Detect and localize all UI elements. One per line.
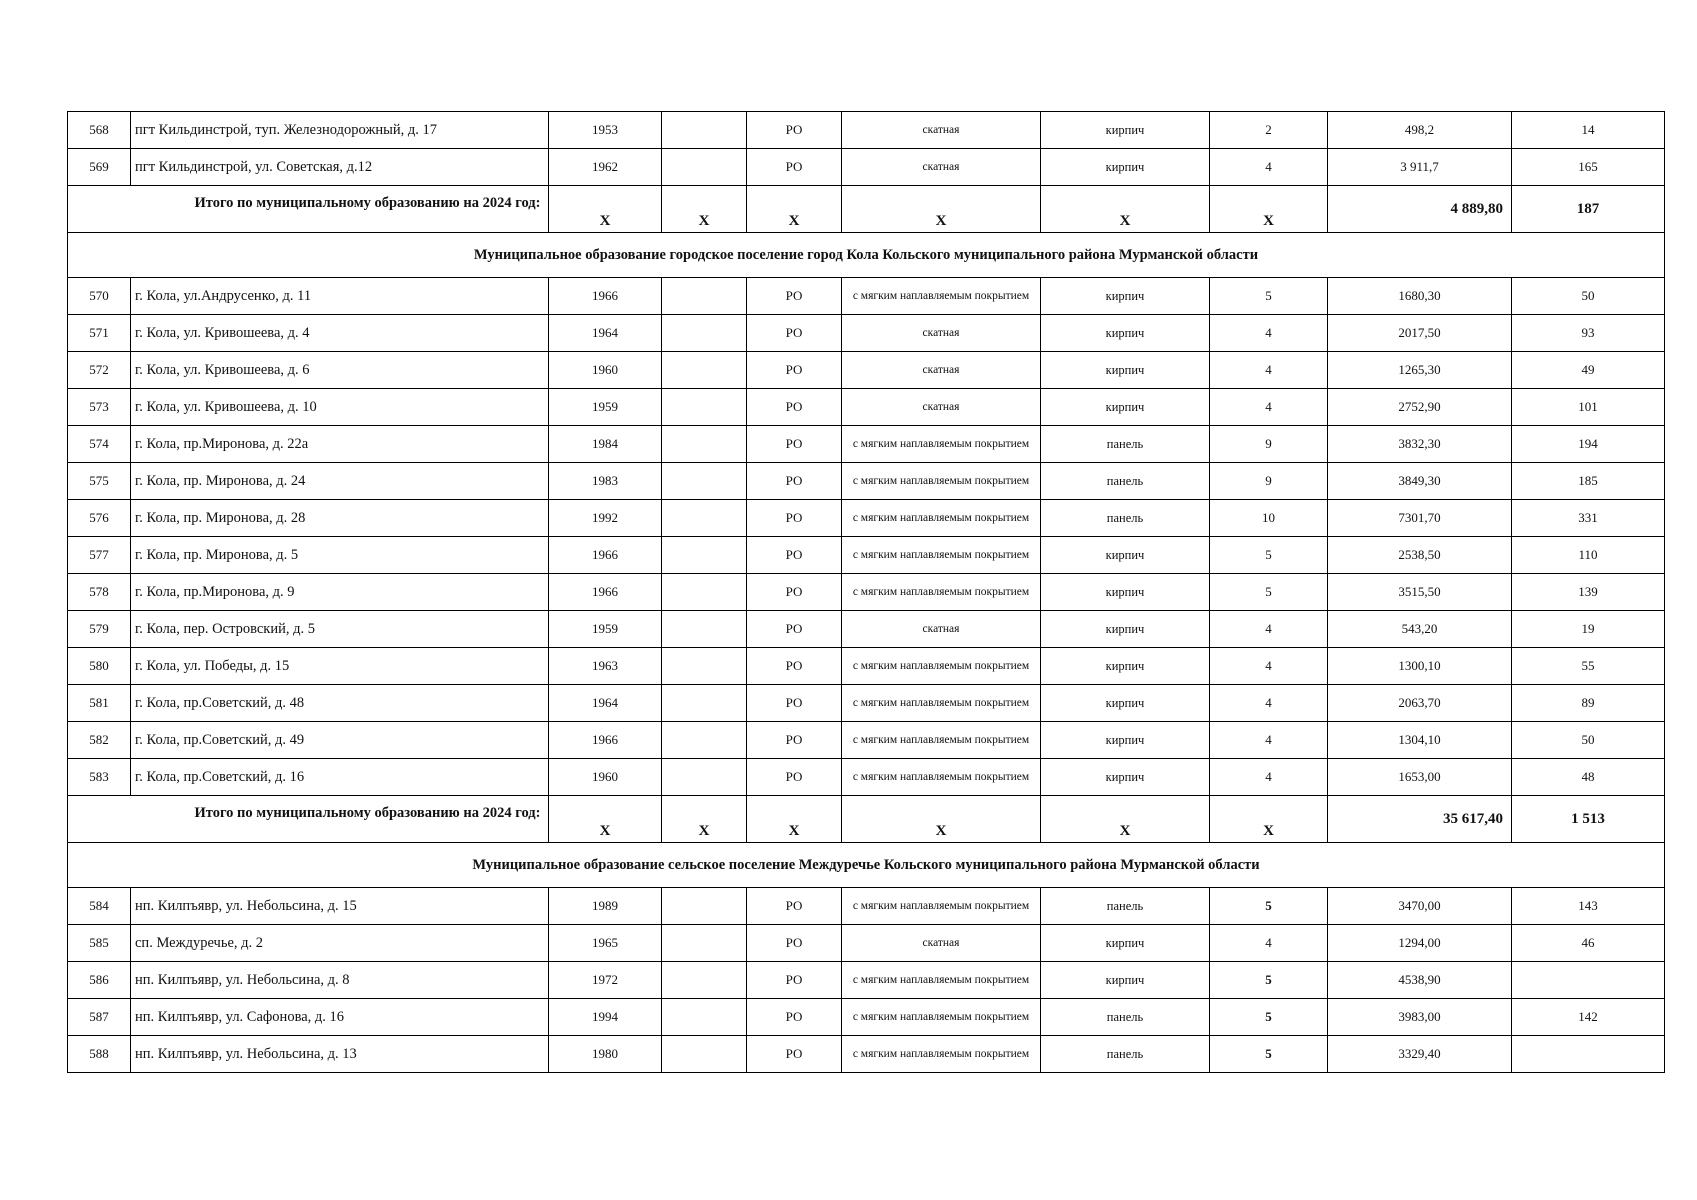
empty-cell — [662, 426, 747, 463]
total-area: 4 889,80 — [1328, 186, 1512, 233]
floors-cell: 4 — [1210, 722, 1328, 759]
roof-type-cell: скатная — [842, 389, 1041, 426]
table-row — [68, 574, 1665, 611]
wall-material-cell: кирпич — [1041, 925, 1210, 962]
table-row — [68, 685, 1665, 722]
address-cell: г. Кола, ул. Кривошеева, д. 6 — [131, 352, 549, 389]
section-title: Муниципальное образование городское поселение город Кола Кольского муниципального района Мурманской области — [68, 233, 1665, 278]
wall-material-cell: кирпич — [1041, 389, 1210, 426]
area-cell: 1680,30 — [1328, 278, 1512, 315]
area-cell: 498,2 — [1328, 112, 1512, 149]
residents-cell: 101 — [1512, 389, 1665, 426]
wall-material-cell: кирпич — [1041, 611, 1210, 648]
program-cell: РО — [747, 389, 842, 426]
wall-material-cell: панель — [1041, 888, 1210, 925]
empty-cell — [662, 685, 747, 722]
wall-material-cell: кирпич — [1041, 759, 1210, 796]
program-cell: РО — [747, 888, 842, 925]
total-residents: 1 513 — [1512, 796, 1665, 843]
area-cell: 3983,00 — [1328, 999, 1512, 1036]
row-number: 575 — [68, 463, 131, 500]
floors-cell: 4 — [1210, 925, 1328, 962]
floors-cell: 9 — [1210, 426, 1328, 463]
residents-cell: 110 — [1512, 537, 1665, 574]
area-cell: 3 911,7 — [1328, 149, 1512, 186]
floors-cell: 5 — [1210, 962, 1328, 999]
wall-material-cell: панель — [1041, 426, 1210, 463]
program-cell: РО — [747, 925, 842, 962]
roof-type-cell: с мягким наплавляемым покрытием — [842, 999, 1041, 1036]
row-number: 582 — [68, 722, 131, 759]
area-cell: 1265,30 — [1328, 352, 1512, 389]
year-cell: 1972 — [549, 962, 662, 999]
floors-cell: 4 — [1210, 611, 1328, 648]
floors-cell: 5 — [1210, 537, 1328, 574]
row-number: 570 — [68, 278, 131, 315]
total-residents: 187 — [1512, 186, 1665, 233]
address-cell: г. Кола, ул. Победы, д. 15 — [131, 648, 549, 685]
total-x-mark: Х — [662, 186, 747, 233]
wall-material-cell: панель — [1041, 463, 1210, 500]
row-number: 569 — [68, 149, 131, 186]
empty-cell — [662, 925, 747, 962]
address-cell: пгт Кильдинстрой, туп. Железнодорожный, д. 17 — [131, 112, 549, 149]
row-number: 576 — [68, 500, 131, 537]
program-cell: РО — [747, 611, 842, 648]
year-cell: 1960 — [549, 352, 662, 389]
roof-type-cell: с мягким наплавляемым покрытием — [842, 278, 1041, 315]
empty-cell — [662, 1036, 747, 1073]
empty-cell — [662, 463, 747, 500]
total-x-mark: Х — [747, 186, 842, 233]
program-cell: РО — [747, 648, 842, 685]
total-x-mark: Х — [1210, 186, 1328, 233]
floors-cell: 5 — [1210, 278, 1328, 315]
row-number: 581 — [68, 685, 131, 722]
floors-cell: 4 — [1210, 759, 1328, 796]
row-number: 586 — [68, 962, 131, 999]
roof-type-cell: скатная — [842, 315, 1041, 352]
wall-material-cell: кирпич — [1041, 574, 1210, 611]
housing-register-table — [67, 111, 1665, 1073]
table-row — [68, 999, 1665, 1036]
residents-cell — [1512, 1036, 1665, 1073]
total-area: 35 617,40 — [1328, 796, 1512, 843]
residents-cell: 50 — [1512, 722, 1665, 759]
table-row — [68, 278, 1665, 315]
floors-cell: 4 — [1210, 389, 1328, 426]
program-cell: РО — [747, 315, 842, 352]
year-cell: 1963 — [549, 648, 662, 685]
roof-type-cell: с мягким наплавляемым покрытием — [842, 537, 1041, 574]
total-label: Итого по муниципальному образованию на 2024 год: — [131, 186, 549, 233]
year-cell: 1994 — [549, 999, 662, 1036]
address-cell: нп. Килпъявр, ул. Небольсина, д. 13 — [131, 1036, 549, 1073]
row-number: 578 — [68, 574, 131, 611]
address-cell: г. Кола, пр. Миронова, д. 24 — [131, 463, 549, 500]
total-row — [68, 796, 1665, 843]
residents-cell: 331 — [1512, 500, 1665, 537]
address-cell: нп. Килпъявр, ул. Небольсина, д. 15 — [131, 888, 549, 925]
empty-cell — [662, 611, 747, 648]
wall-material-cell: кирпич — [1041, 278, 1210, 315]
program-cell: РО — [747, 500, 842, 537]
residents-cell: 50 — [1512, 278, 1665, 315]
empty-cell — [662, 315, 747, 352]
table-row — [68, 315, 1665, 352]
address-cell: г. Кола, пр.Советский, д. 49 — [131, 722, 549, 759]
year-cell: 1984 — [549, 426, 662, 463]
residents-cell: 139 — [1512, 574, 1665, 611]
row-number: 568 — [68, 112, 131, 149]
program-cell: РО — [747, 463, 842, 500]
empty-cell — [662, 722, 747, 759]
section-title: Муниципальное образование сельское поселение Междуречье Кольского муниципального района Мурманской области — [68, 843, 1665, 888]
floors-cell: 5 — [1210, 999, 1328, 1036]
empty-cell — [662, 112, 747, 149]
row-number: 577 — [68, 537, 131, 574]
area-cell: 3832,30 — [1328, 426, 1512, 463]
area-cell: 3329,40 — [1328, 1036, 1512, 1073]
year-cell: 1959 — [549, 389, 662, 426]
residents-cell: 48 — [1512, 759, 1665, 796]
row-number: 583 — [68, 759, 131, 796]
floors-cell: 10 — [1210, 500, 1328, 537]
wall-material-cell: кирпич — [1041, 962, 1210, 999]
wall-material-cell: панель — [1041, 500, 1210, 537]
wall-material-cell: кирпич — [1041, 685, 1210, 722]
total-row — [68, 186, 1665, 233]
year-cell: 1953 — [549, 112, 662, 149]
roof-type-cell: с мягким наплавляемым покрытием — [842, 759, 1041, 796]
roof-type-cell: с мягким наплавляемым покрытием — [842, 574, 1041, 611]
row-number: 585 — [68, 925, 131, 962]
table-row — [68, 149, 1665, 186]
year-cell: 1983 — [549, 463, 662, 500]
residents-cell: 185 — [1512, 463, 1665, 500]
table-row — [68, 611, 1665, 648]
address-cell: нп. Килпъявр, ул. Небольсина, д. 8 — [131, 962, 549, 999]
program-cell: РО — [747, 149, 842, 186]
wall-material-cell: панель — [1041, 999, 1210, 1036]
address-cell: г. Кола, пр.Миронова, д. 9 — [131, 574, 549, 611]
area-cell: 3849,30 — [1328, 463, 1512, 500]
section-header-row — [68, 843, 1665, 888]
residents-cell: 165 — [1512, 149, 1665, 186]
empty-cell — [662, 278, 747, 315]
year-cell: 1966 — [549, 278, 662, 315]
wall-material-cell: кирпич — [1041, 537, 1210, 574]
total-x-mark: Х — [842, 186, 1041, 233]
area-cell: 1300,10 — [1328, 648, 1512, 685]
total-x-mark: Х — [549, 186, 662, 233]
address-cell: г. Кола, ул.Андрусенко, д. 11 — [131, 278, 549, 315]
area-cell: 2017,50 — [1328, 315, 1512, 352]
program-cell: РО — [747, 759, 842, 796]
floors-cell: 5 — [1210, 1036, 1328, 1073]
wall-material-cell: кирпич — [1041, 112, 1210, 149]
residents-cell: 55 — [1512, 648, 1665, 685]
empty-cell — [662, 500, 747, 537]
address-cell: пгт Кильдинстрой, ул. Советская, д.12 — [131, 149, 549, 186]
program-cell: РО — [747, 278, 842, 315]
table-row — [68, 426, 1665, 463]
program-cell: РО — [747, 426, 842, 463]
floors-cell: 4 — [1210, 352, 1328, 389]
row-number: 579 — [68, 611, 131, 648]
floors-cell: 4 — [1210, 149, 1328, 186]
table-body — [68, 112, 1665, 1073]
area-cell: 2752,90 — [1328, 389, 1512, 426]
residents-cell: 89 — [1512, 685, 1665, 722]
table-row — [68, 925, 1665, 962]
program-cell: РО — [747, 112, 842, 149]
residents-cell: 14 — [1512, 112, 1665, 149]
total-spacer — [68, 186, 131, 233]
empty-cell — [662, 389, 747, 426]
total-spacer — [68, 796, 131, 843]
address-cell: г. Кола, пр. Миронова, д. 5 — [131, 537, 549, 574]
roof-type-cell: с мягким наплавляемым покрытием — [842, 685, 1041, 722]
address-cell: г. Кола, пр. Миронова, д. 28 — [131, 500, 549, 537]
total-x-mark: Х — [842, 796, 1041, 843]
residents-cell: 143 — [1512, 888, 1665, 925]
table-row — [68, 1036, 1665, 1073]
total-x-mark: Х — [747, 796, 842, 843]
wall-material-cell: кирпич — [1041, 315, 1210, 352]
residents-cell — [1512, 962, 1665, 999]
table-row — [68, 500, 1665, 537]
wall-material-cell: кирпич — [1041, 648, 1210, 685]
residents-cell: 46 — [1512, 925, 1665, 962]
roof-type-cell: скатная — [842, 149, 1041, 186]
table-row — [68, 352, 1665, 389]
roof-type-cell: скатная — [842, 112, 1041, 149]
residents-cell: 19 — [1512, 611, 1665, 648]
area-cell: 1304,10 — [1328, 722, 1512, 759]
row-number: 587 — [68, 999, 131, 1036]
row-number: 580 — [68, 648, 131, 685]
area-cell: 7301,70 — [1328, 500, 1512, 537]
empty-cell — [662, 537, 747, 574]
row-number: 584 — [68, 888, 131, 925]
year-cell: 1965 — [549, 925, 662, 962]
roof-type-cell: с мягким наплавляемым покрытием — [842, 888, 1041, 925]
year-cell: 1966 — [549, 574, 662, 611]
roof-type-cell: скатная — [842, 925, 1041, 962]
row-number: 588 — [68, 1036, 131, 1073]
year-cell: 1964 — [549, 685, 662, 722]
empty-cell — [662, 574, 747, 611]
floors-cell: 4 — [1210, 315, 1328, 352]
roof-type-cell: с мягким наплавляемым покрытием — [842, 463, 1041, 500]
roof-type-cell: скатная — [842, 611, 1041, 648]
address-cell: г. Кола, пр.Советский, д. 16 — [131, 759, 549, 796]
address-cell: г. Кола, пер. Островский, д. 5 — [131, 611, 549, 648]
roof-type-cell: с мягким наплавляемым покрытием — [842, 426, 1041, 463]
year-cell: 1962 — [549, 149, 662, 186]
total-x-mark: Х — [1041, 186, 1210, 233]
program-cell: РО — [747, 962, 842, 999]
year-cell: 1959 — [549, 611, 662, 648]
table-row — [68, 463, 1665, 500]
roof-type-cell: с мягким наплавляемым покрытием — [842, 648, 1041, 685]
address-cell: г. Кола, пр.Советский, д. 48 — [131, 685, 549, 722]
table-row — [68, 759, 1665, 796]
address-cell: нп. Килпъявр, ул. Сафонова, д. 16 — [131, 999, 549, 1036]
year-cell: 1989 — [549, 888, 662, 925]
table-row — [68, 389, 1665, 426]
empty-cell — [662, 648, 747, 685]
address-cell: сп. Междуречье, д. 2 — [131, 925, 549, 962]
year-cell: 1980 — [549, 1036, 662, 1073]
roof-type-cell: с мягким наплавляемым покрытием — [842, 1036, 1041, 1073]
area-cell: 1294,00 — [1328, 925, 1512, 962]
roof-type-cell: с мягким наплавляемым покрытием — [842, 500, 1041, 537]
area-cell: 1653,00 — [1328, 759, 1512, 796]
table-row — [68, 722, 1665, 759]
year-cell: 1992 — [549, 500, 662, 537]
wall-material-cell: панель — [1041, 1036, 1210, 1073]
area-cell: 2063,70 — [1328, 685, 1512, 722]
residents-cell: 49 — [1512, 352, 1665, 389]
empty-cell — [662, 888, 747, 925]
row-number: 574 — [68, 426, 131, 463]
roof-type-cell: с мягким наплавляемым покрытием — [842, 962, 1041, 999]
table-row — [68, 537, 1665, 574]
address-cell: г. Кола, ул. Кривошеева, д. 10 — [131, 389, 549, 426]
program-cell: РО — [747, 685, 842, 722]
table-row — [68, 112, 1665, 149]
empty-cell — [662, 962, 747, 999]
table-row — [68, 888, 1665, 925]
total-label: Итого по муниципальному образованию на 2024 год: — [131, 796, 549, 843]
total-x-mark: Х — [549, 796, 662, 843]
residents-cell: 142 — [1512, 999, 1665, 1036]
total-x-mark: Х — [662, 796, 747, 843]
row-number: 572 — [68, 352, 131, 389]
wall-material-cell: кирпич — [1041, 722, 1210, 759]
residents-cell: 93 — [1512, 315, 1665, 352]
year-cell: 1964 — [549, 315, 662, 352]
section-header-row — [68, 233, 1665, 278]
row-number: 571 — [68, 315, 131, 352]
empty-cell — [662, 149, 747, 186]
floors-cell: 5 — [1210, 574, 1328, 611]
address-cell: г. Кола, пр.Миронова, д. 22а — [131, 426, 549, 463]
table-row — [68, 648, 1665, 685]
row-number: 573 — [68, 389, 131, 426]
floors-cell: 4 — [1210, 685, 1328, 722]
address-cell: г. Кола, ул. Кривошеева, д. 4 — [131, 315, 549, 352]
year-cell: 1966 — [549, 722, 662, 759]
floors-cell: 5 — [1210, 888, 1328, 925]
wall-material-cell: кирпич — [1041, 149, 1210, 186]
table-row — [68, 962, 1665, 999]
roof-type-cell: с мягким наплавляемым покрытием — [842, 722, 1041, 759]
area-cell: 2538,50 — [1328, 537, 1512, 574]
program-cell: РО — [747, 1036, 842, 1073]
empty-cell — [662, 999, 747, 1036]
program-cell: РО — [747, 537, 842, 574]
floors-cell: 2 — [1210, 112, 1328, 149]
total-x-mark: Х — [1041, 796, 1210, 843]
program-cell: РО — [747, 352, 842, 389]
residents-cell: 194 — [1512, 426, 1665, 463]
year-cell: 1960 — [549, 759, 662, 796]
program-cell: РО — [747, 999, 842, 1036]
floors-cell: 4 — [1210, 648, 1328, 685]
area-cell: 3515,50 — [1328, 574, 1512, 611]
floors-cell: 9 — [1210, 463, 1328, 500]
total-x-mark: Х — [1210, 796, 1328, 843]
program-cell: РО — [747, 722, 842, 759]
area-cell: 3470,00 — [1328, 888, 1512, 925]
empty-cell — [662, 759, 747, 796]
empty-cell — [662, 352, 747, 389]
area-cell: 4538,90 — [1328, 962, 1512, 999]
year-cell: 1966 — [549, 537, 662, 574]
wall-material-cell: кирпич — [1041, 352, 1210, 389]
area-cell: 543,20 — [1328, 611, 1512, 648]
roof-type-cell: скатная — [842, 352, 1041, 389]
program-cell: РО — [747, 574, 842, 611]
